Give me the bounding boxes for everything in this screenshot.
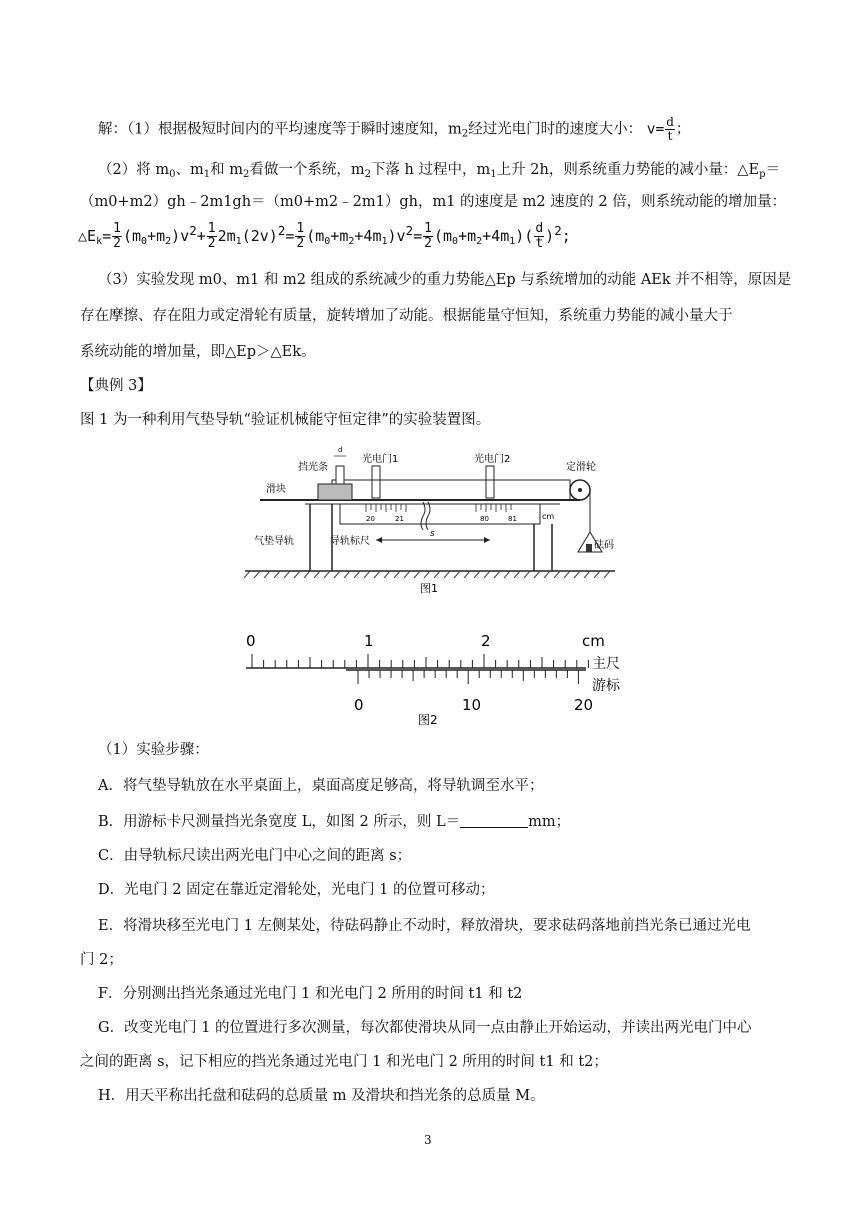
step-g-line-1: G．改变光电门 1 的位置进行多次测量，每次都使滑块从同一点由静止开始运动，并读出两光电门中心 xyxy=(98,1020,752,1036)
subscript: 2 xyxy=(364,169,371,180)
vernier-scale-label: 10 xyxy=(462,696,482,714)
step-f: F．分别测出挡光条通过光电门 1 和光电门 2 所用的时间 t1 和 t2 xyxy=(98,986,523,1002)
fraction-d-over-t xyxy=(665,116,675,143)
scale-tick-label: 80 xyxy=(480,515,489,523)
main-scale-label: 2 xyxy=(481,632,491,650)
main-scale-label: 0 xyxy=(246,632,256,650)
solution-line-6: 系统动能的增加量，即△Ep＞△Ek。 xyxy=(80,344,316,360)
light-strip-label: 挡光条 xyxy=(298,462,328,473)
velocity-symbol: v= xyxy=(646,121,665,138)
answer-blank[interactable] xyxy=(460,813,528,828)
subscript: 1 xyxy=(203,169,211,180)
step-b-text: B．用游标卡尺测量挡光条宽度 L，如图 2 所示，则 L＝ xyxy=(98,814,461,830)
figure-1-apparatus xyxy=(240,440,620,600)
step-g-line-2: 之间的距离 s，记下相应的挡光条通过光电门 1 和光电门 2 所用的时间 t1 和 t2； xyxy=(80,1054,608,1070)
subscript: 2 xyxy=(242,169,250,180)
figure-2-vernier xyxy=(240,626,620,730)
subscript: 0 xyxy=(169,169,176,180)
scale-tick-label: 20 xyxy=(366,515,375,523)
solution-line-2 xyxy=(98,160,780,180)
solution-line-5: 存在摩擦、存在阻力或定滑轮有质量，旋转增加了动能。根据能量守恒知，系统重力势能的减小量大于 xyxy=(80,308,733,324)
subscript: 2 xyxy=(461,128,469,140)
step-e-line-2: 门 2； xyxy=(80,952,123,968)
distance-label: s xyxy=(430,529,435,539)
subscript: p xyxy=(759,169,766,180)
solution-text: 和 m xyxy=(210,162,243,178)
width-label: d xyxy=(338,446,343,454)
main-scale-caption: 主尺 xyxy=(592,656,620,672)
unit-label: cm xyxy=(542,512,555,521)
solution-text: 上升 2h，则系统重力势能的减小量：△E xyxy=(496,162,760,178)
scale-tick-label: 81 xyxy=(508,515,517,523)
step-c: C．由导轨标尺读出两光电门中心之间的距离 s； xyxy=(98,848,412,864)
solution-text: 、m xyxy=(175,162,204,178)
solution-line-4: （3）实验发现 m0、m1 和 m2 组成的系统减少的重力势能△Ep 与系统增加的动能 AEk 并不相等，原因是 xyxy=(98,272,792,288)
steps-title: （1）实验步骤： xyxy=(98,742,209,758)
solution-text: 经过光电门时的速度大小： xyxy=(468,121,643,138)
main-scale-label: 1 xyxy=(364,632,374,650)
scale-label: 导轨标尺 xyxy=(330,536,370,547)
step-e-line-1: E．将滑块移至光电门 1 左侧某处，待砝码静止不动时，释放滑块，要求砝码落地前挡光条已通过光电 xyxy=(98,918,751,934)
vernier-scale-label: 0 xyxy=(354,696,364,714)
vernier-scale-label: 20 xyxy=(574,696,594,714)
solution-text: 看做一个系统，m xyxy=(249,162,365,178)
figure-1-caption: 图1 xyxy=(420,582,438,595)
vernier-scale-caption: 游标 xyxy=(592,678,620,694)
slider-label: 滑块 xyxy=(266,484,286,495)
numerator: d xyxy=(666,115,674,129)
step-d: D．光电门 2 固定在靠近定滑轮处，光电门 1 的位置可移动； xyxy=(98,882,495,898)
step-b-unit: mm； xyxy=(528,814,571,830)
gate-1-label: 光电门1 xyxy=(362,454,399,465)
rail-label: 气垫导轨 xyxy=(254,536,294,547)
gate-2-label: 光电门2 xyxy=(474,454,511,465)
punctuation: ； xyxy=(675,121,691,138)
subscript: k xyxy=(96,236,103,247)
solution-line-3: （m0+m2）gh﹣2m1gh＝（m0+m2﹣2m1）gh，m1 的速度是 m2 速度的 2 倍，则系统动能的增加量： xyxy=(80,194,787,210)
formula-lhs: △E xyxy=(78,227,97,245)
solution-text: ＝ xyxy=(765,162,780,178)
solution-text: 下落 h 过程中，m xyxy=(370,162,491,178)
unit-label: cm xyxy=(582,632,605,650)
solution-text: （2）将 m xyxy=(98,162,170,178)
weights-label: 砝码 xyxy=(594,540,614,551)
scale-tick-label: 21 xyxy=(395,515,404,523)
subscript: 1 xyxy=(490,169,497,180)
step-b xyxy=(98,812,570,832)
example-title: 【典例 3】 xyxy=(80,378,152,394)
denominator: t xyxy=(667,129,673,143)
figure-2-caption: 图2 xyxy=(418,713,438,727)
page-number: 3 xyxy=(424,1133,432,1147)
solution-text: 解：（1）根据极短时间内的平均速度等于瞬时速度知，m xyxy=(98,121,462,138)
step-a: A．将气垫导轨放在水平桌面上，桌面高度足够高，将导轨调至水平； xyxy=(98,778,544,794)
intro-text: 图 1 为一种利用气垫导轨“验证机械能守恒定律”的实验装置图。 xyxy=(80,412,491,428)
kinetic-energy-formula: $\triangle E_k=$ $\frac{1}{2}$ $(m_0+m_2)v^2+$ $\frac{1}{2}$ $2m_1(2v)^2=$ $\frac{1}{2}$ $(m_0+m_2+4m_1)v^2=$ $\frac{1}{2}$ $(m_0+m_2+4m_1)$( $\frac{d}{t}$ )$^2$; xyxy=(78,221,571,251)
pulley-label: 定滑轮 xyxy=(566,462,596,473)
solution-line-1 xyxy=(98,116,690,143)
step-h: H．用天平称出托盘和砝码的总质量 m 及滑块和挡光条的总质量 M。 xyxy=(98,1088,545,1104)
